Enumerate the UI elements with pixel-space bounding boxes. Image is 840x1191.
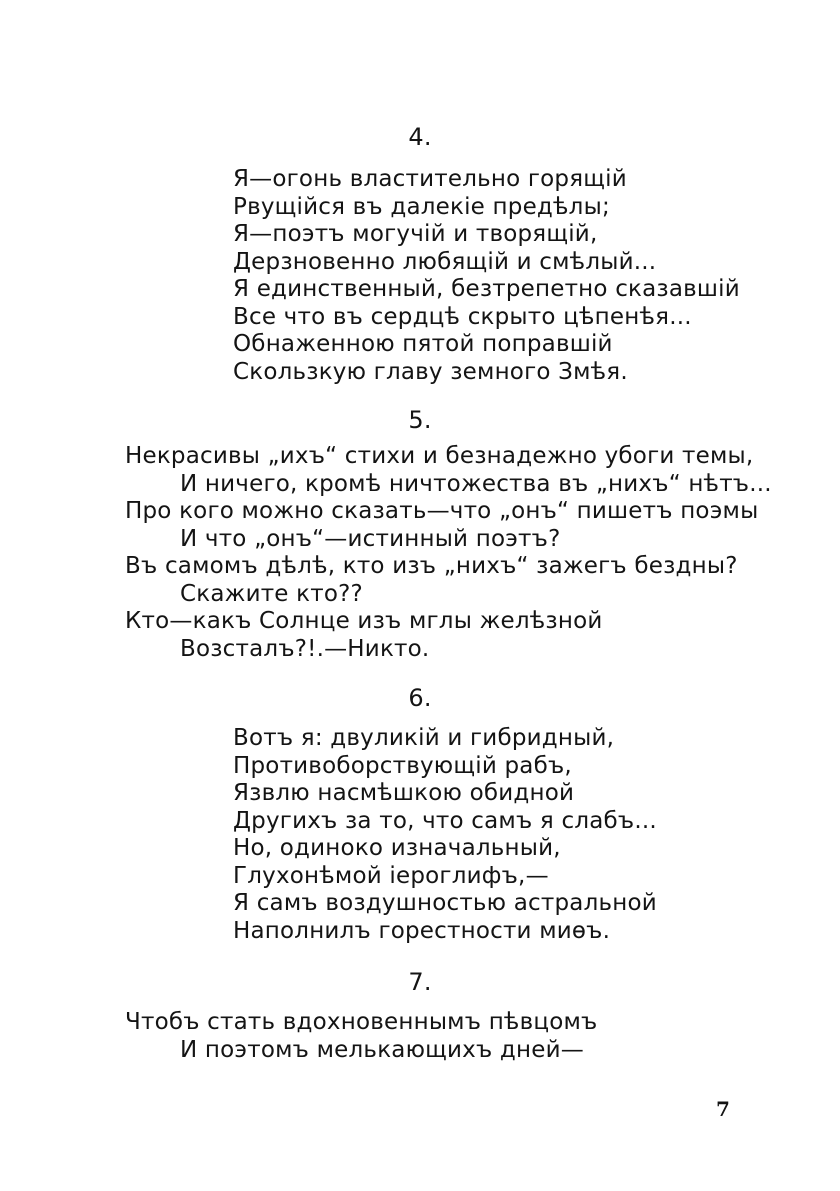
poem-section-7	[125, 1009, 597, 1064]
poem-line: Про кого можно сказать—что „онъ“ пишетъ поэмы	[125, 498, 759, 524]
poem-line: Чтобъ стать вдохновеннымъ пѣвцомъ	[125, 1009, 598, 1035]
poem-line: Я самъ воздушностью астральной	[233, 890, 657, 916]
poem-line: Скользкую главу земного Змѣя.	[233, 358, 628, 385]
poem-line: И что „онъ“—истинный поэтъ?	[180, 525, 561, 552]
poem-line: Я—поэтъ могучій и творящій,	[233, 221, 598, 247]
poem-section-5	[125, 443, 772, 663]
poem-section-6	[233, 725, 657, 945]
poem-line: Все что въ сердцѣ скрыто цѣпенѣя...	[233, 303, 692, 330]
poem-line: Рвущійся въ далекіе предѣлы;	[233, 193, 610, 220]
poem-line: Я—огонь властительно горящій	[233, 166, 627, 192]
poem-line: Обнаженною пятой поправшій	[233, 331, 613, 357]
poem-line: И ничего, кромѣ ничтожества въ „нихъ“ нѣтъ...	[180, 470, 772, 497]
poem-line: Глухонѣмой іероглифъ,—	[233, 862, 549, 889]
poem-line: Некрасивы „ихъ“ стихи и безнадежно убоги темы,	[125, 443, 754, 469]
page-number: 7	[716, 1097, 731, 1121]
poem-line: Въ самомъ дѣлѣ, кто изъ „нихъ“ зажегъ бездны?	[125, 553, 738, 579]
poem-line: Язвлю насмѣшкою обидной	[233, 780, 575, 806]
poem-line: Противоборствующій рабъ,	[233, 752, 572, 779]
poem-line: Кто—какъ Солнце изъ мглы желѣзной	[125, 608, 603, 634]
section-number-7: 7.	[408, 968, 432, 996]
poem-line: Другихъ за то, что самъ я слабъ...	[233, 807, 657, 834]
poem-line: Я единственный, безтрепетно сказавшій	[233, 276, 740, 302]
poem-line: Но, одиноко изначальный,	[233, 835, 561, 861]
poem-line: Наполнилъ горестности миѳъ.	[233, 917, 611, 944]
section-number-5: 5.	[408, 406, 432, 434]
section-number-6: 6.	[408, 684, 432, 712]
section-number-4: 4.	[408, 123, 432, 151]
poem-line: И поэтомъ мелькающихъ дней—	[180, 1036, 584, 1063]
poem-line: Возсталъ?!.—Никто.	[180, 635, 430, 662]
poem-line: Дерзновенно любящій и смѣлый...	[233, 248, 657, 275]
poem-line: Скажите кто??	[180, 580, 363, 607]
poem-section-4	[233, 166, 740, 386]
poem-line: Вотъ я: двуликій и гибридный,	[233, 725, 615, 751]
